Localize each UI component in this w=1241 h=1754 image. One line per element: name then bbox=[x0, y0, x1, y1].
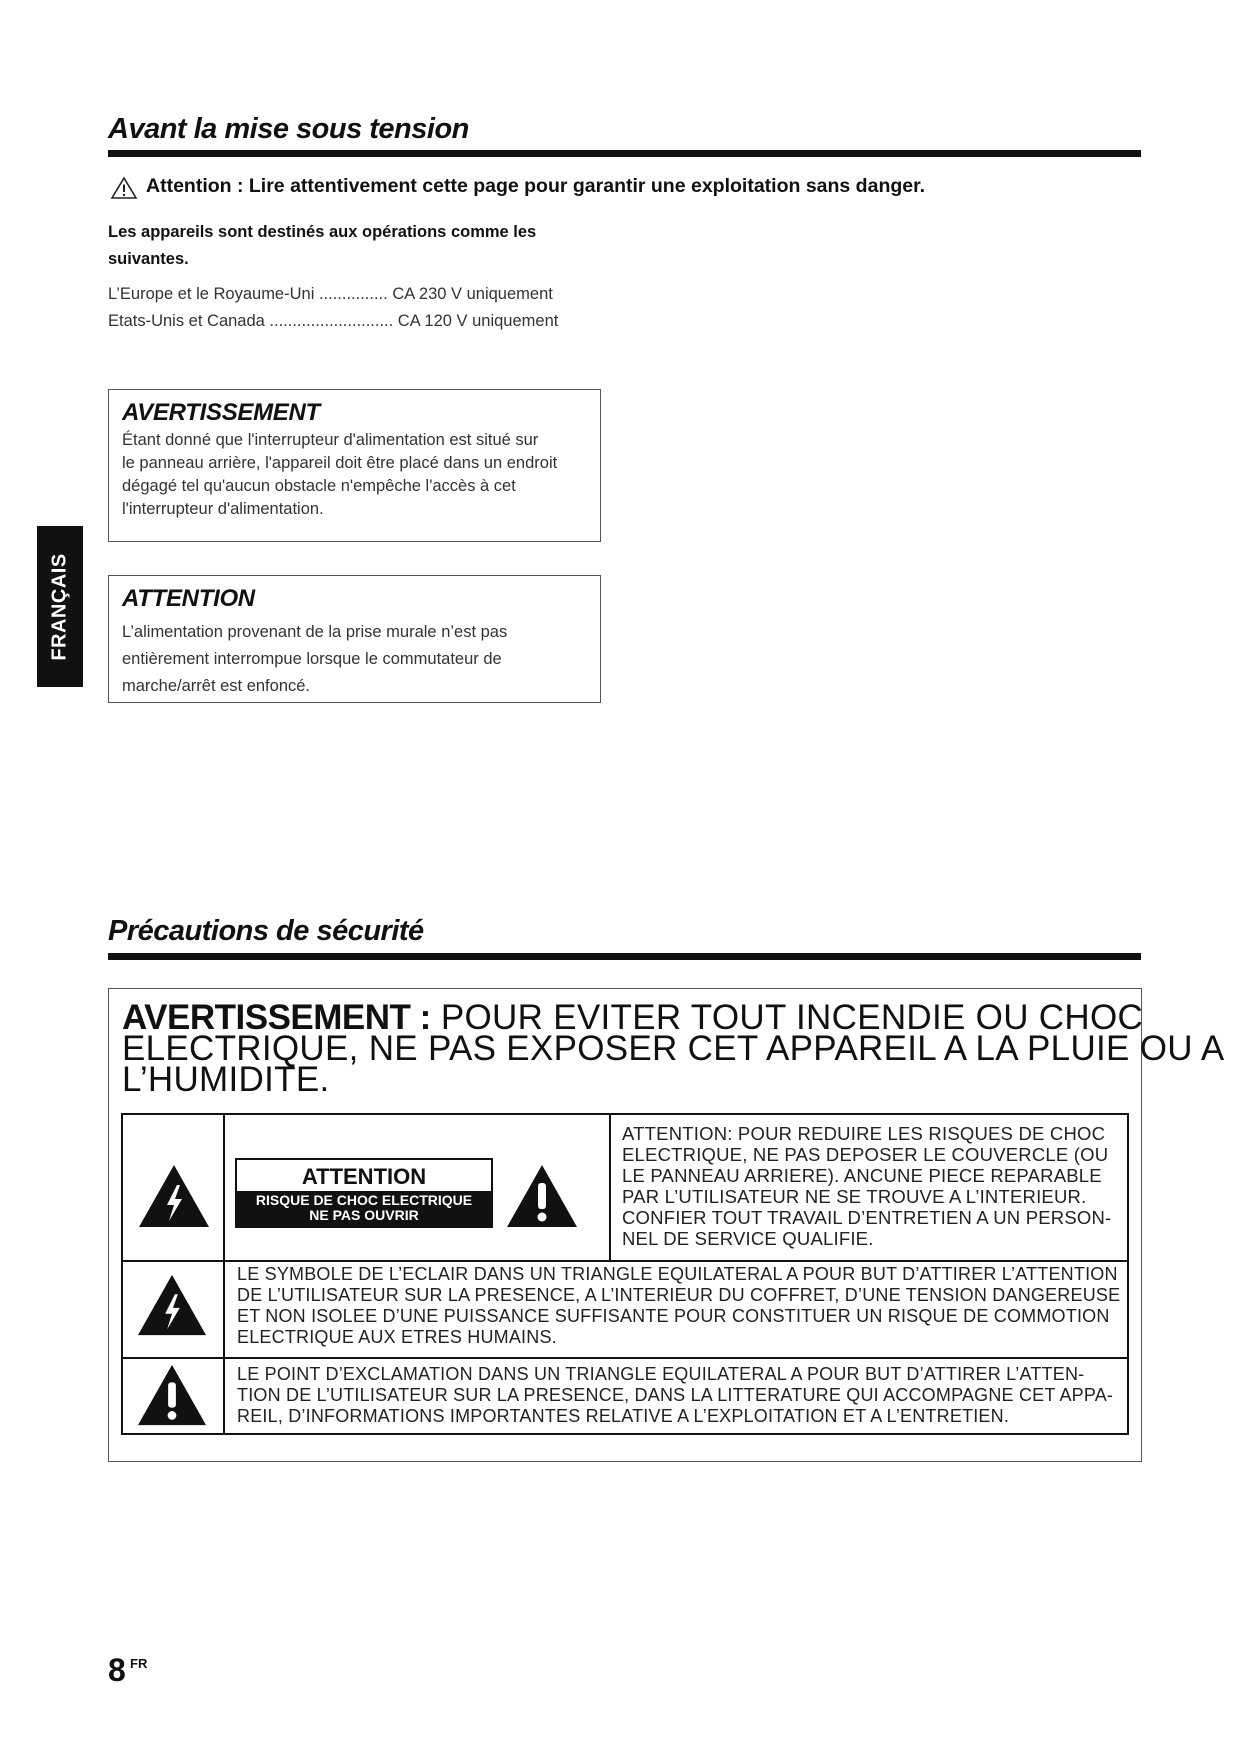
supply-voltage: CA 120 V uniquement bbox=[397, 312, 559, 330]
page-number: 8 bbox=[108, 1652, 126, 1688]
avertissement-line: Étant donné que l'interrupteur d'alimentation est situé sur bbox=[122, 431, 539, 449]
caution-text bbox=[622, 1123, 1122, 1249]
lightning-description bbox=[237, 1264, 1137, 1348]
big-warning-line: ELECTRIQUE, NE PAS EXPOSER CET APPAREIL A LA PLUIE OU A bbox=[122, 1029, 1225, 1068]
supply-dots: ............... bbox=[314, 285, 393, 303]
exclamation-triangle-icon bbox=[505, 1163, 579, 1229]
title-rule bbox=[108, 953, 1141, 960]
table-divider bbox=[121, 1357, 1129, 1359]
caution-text-line: PAR L’UTILISATEUR NE SE TROUVE A L’INTERIEUR. bbox=[622, 1186, 1087, 1207]
big-warning-line: POUR EVITER TOUT INCENDIE OU CHOC bbox=[430, 998, 1144, 1037]
language-side-tab bbox=[37, 526, 83, 687]
section-title-safety: Précautions de sécurité bbox=[108, 915, 424, 947]
big-warning-label: AVERTISSEMENT : bbox=[122, 998, 431, 1037]
intro-line-2: suivantes. bbox=[108, 250, 189, 268]
lightning-triangle-icon bbox=[137, 1163, 211, 1229]
caution-text-line: ATTENTION: POUR REDUIRE LES RISQUES DE CHOC bbox=[622, 1123, 1106, 1144]
supply-region: Etats-Unis et Canada bbox=[108, 312, 265, 330]
caution-label-title: ATTENTION bbox=[301, 1164, 427, 1189]
supply-row-europe bbox=[108, 285, 553, 304]
avertissement-line: le panneau arrière, l'appareil doit être placé dans un endroit bbox=[122, 454, 558, 472]
table-divider bbox=[121, 1260, 1129, 1262]
exclamation-text-line: LE POINT D’EXCLAMATION DANS UN TRIANGLE EQUILATERAL A POUR BUT D’ATTIRER L’ATTEN- bbox=[237, 1364, 1085, 1384]
supply-row-usa bbox=[108, 312, 558, 331]
lightning-text-line: LE SYMBOLE DE L’ECLAIR DANS UN TRIANGLE EQUILATERAL A POUR BUT D’ATTIRER L’ATTENTION bbox=[237, 1264, 1118, 1284]
supply-dots: ........................... bbox=[264, 312, 398, 330]
table-divider bbox=[609, 1113, 611, 1261]
avertissement-title: AVERTISSEMENT bbox=[122, 399, 320, 426]
title-rule bbox=[108, 150, 1141, 157]
caution-text-line: ELECTRIQUE, NE PAS DEPOSER LE COUVERCLE (OU bbox=[622, 1144, 1109, 1165]
lightning-triangle-icon bbox=[136, 1272, 208, 1338]
big-warning-text bbox=[122, 998, 1225, 1099]
exclamation-text-line: REIL, D’INFORMATIONS IMPORTANTES RELATIVE A L’EXPLOITATION ET A L’ENTRETIEN. bbox=[237, 1406, 1010, 1426]
caution-label bbox=[235, 1158, 493, 1228]
big-warning-line: L’HUMIDITE. bbox=[122, 1060, 330, 1099]
lightning-text-line: ET NON ISOLEE D’UNE PUISSANCE SUFFISANTE POUR CONSTITUER UN RISQUE DE COMMOTION bbox=[237, 1306, 1110, 1326]
attention-box bbox=[108, 575, 601, 703]
page-lang-code: FR bbox=[130, 1656, 148, 1671]
caution-text-line: CONFIER TOUT TRAVAIL D’ENTRETIEN A UN PERSON- bbox=[622, 1207, 1112, 1228]
caution-label-line: NE PAS OUVRIR bbox=[309, 1207, 419, 1223]
lightning-text-line: DE L’UTILISATEUR SUR LA PRESENCE, A L’INTERIEUR DU COFFRET, D’UNE TENSION DANGEREUSE bbox=[237, 1285, 1121, 1305]
warning-triangle-icon bbox=[110, 176, 138, 200]
avertissement-line: dégagé tel qu'aucun obstacle n'empêche l'accès à cet bbox=[122, 477, 516, 495]
lightning-text-line: ELECTRIQUE AUX ETRES HUMAINS. bbox=[237, 1327, 557, 1347]
attention-box-line: marche/arrêt est enfoncé. bbox=[122, 677, 311, 695]
attention-line: Attention : Lire attentivement cette page pour garantir une exploitation sans danger. bbox=[146, 175, 926, 197]
exclamation-description bbox=[237, 1364, 1137, 1427]
avertissement-box bbox=[108, 389, 601, 542]
exclamation-text-line: TION DE L’UTILISATEUR SUR LA PRESENCE, DANS LA LITTERATURE QUI ACCOMPAGNE CET APPA- bbox=[237, 1385, 1114, 1405]
supply-region: L’Europe et le Royaume-Uni bbox=[108, 285, 315, 303]
supply-voltage: CA 230 V uniquement bbox=[392, 285, 553, 303]
caution-text-line: NEL DE SERVICE QUALIFIE. bbox=[622, 1228, 874, 1249]
attention-box-line: L’alimentation provenant de la prise murale n’est pas bbox=[122, 623, 508, 641]
intro-line-1: Les appareils sont destinés aux opérations comme les bbox=[108, 223, 537, 241]
avertissement-line: l'interrupteur d'alimentation. bbox=[122, 500, 324, 518]
caution-label-line: RISQUE DE CHOC ELECTRIQUE bbox=[255, 1192, 473, 1208]
exclamation-triangle-icon bbox=[136, 1362, 208, 1428]
section-title-power: Avant la mise sous tension bbox=[108, 113, 469, 145]
caution-text-line: LE PANNEAU ARRIERE). ANCUNE PIECE REPARABLE bbox=[622, 1165, 1102, 1186]
attention-box-line: entièrement interrompue lorsque le commutateur de bbox=[122, 650, 502, 668]
language-label: FRANÇAIS bbox=[48, 552, 71, 661]
caution-label-band bbox=[237, 1191, 491, 1226]
table-divider bbox=[223, 1113, 225, 1435]
attention-box-title: ATTENTION bbox=[122, 585, 255, 612]
